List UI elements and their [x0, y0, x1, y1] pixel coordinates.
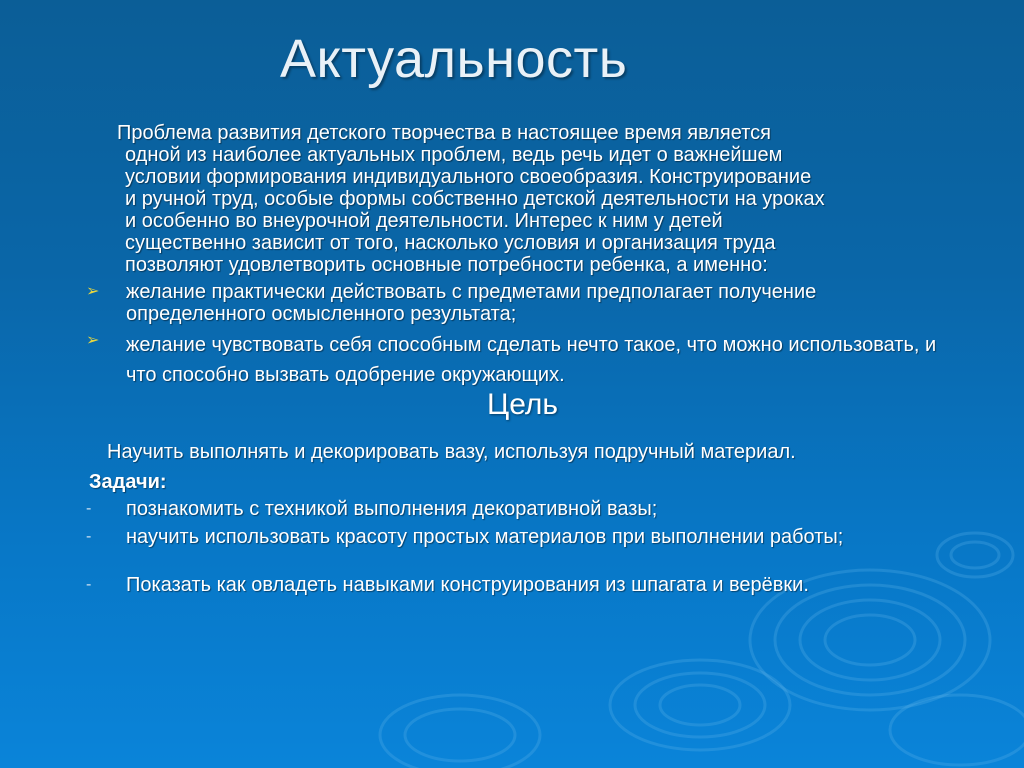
intro-line: одной из наиболее актуальных проблем, ведь речь идет о важнейшем [125, 144, 783, 166]
task-text: научить использовать красоту простых материалов при выполнении работы; [126, 526, 844, 548]
intro-line: и ручной труд, особые формы собственно детской деятельности на уроках [125, 188, 825, 210]
task-text: Показать как овладеть навыками конструирования из шпагата и верёвки. [126, 574, 809, 596]
goal-heading: Цель [487, 388, 559, 421]
bullet-text: желание практически действовать с предметами предполагает получение определенного осмысленного результата; [126, 281, 817, 325]
intro-line: и особенно во внеурочной деятельности. Интерес к ним у детей [125, 210, 723, 232]
dash-bullet-icon: - [86, 576, 92, 593]
dash-bullet-icon: - [86, 528, 92, 545]
intro-line: условии формирования индивидуального своеобразия. Конструирование [125, 166, 812, 188]
bullet-text: желание чувствовать себя способным сделать нечто такое, что можно использовать, и что способно вызвать одобрение окружающих. [126, 334, 937, 386]
bullet-item [86, 281, 956, 325]
intro-line: Проблема развития детского творчества в настоящее время является [117, 122, 771, 144]
intro-paragraph [117, 122, 955, 276]
task-text: познакомить с техникой выполнения декоративной вазы; [126, 498, 658, 520]
arrow-bullet-icon: ➢ [86, 332, 100, 349]
tasks-heading: Задачи: [89, 471, 167, 493]
intro-line: существенно зависит от того, насколько условия и организация труда [125, 232, 776, 254]
task-item [86, 574, 956, 596]
dash-bullet-icon: - [86, 500, 92, 517]
arrow-bullet-icon: ➢ [86, 283, 100, 300]
goal-text: Научить выполнять и декорировать вазу, используя подручный материал. [107, 441, 796, 463]
task-item [86, 526, 956, 548]
intro-line: позволяют удовлетворить основные потребности ребенка, а именно: [125, 254, 768, 276]
bullet-item [86, 330, 956, 390]
task-item [86, 498, 956, 520]
slide-title: Актуальность [280, 29, 628, 89]
